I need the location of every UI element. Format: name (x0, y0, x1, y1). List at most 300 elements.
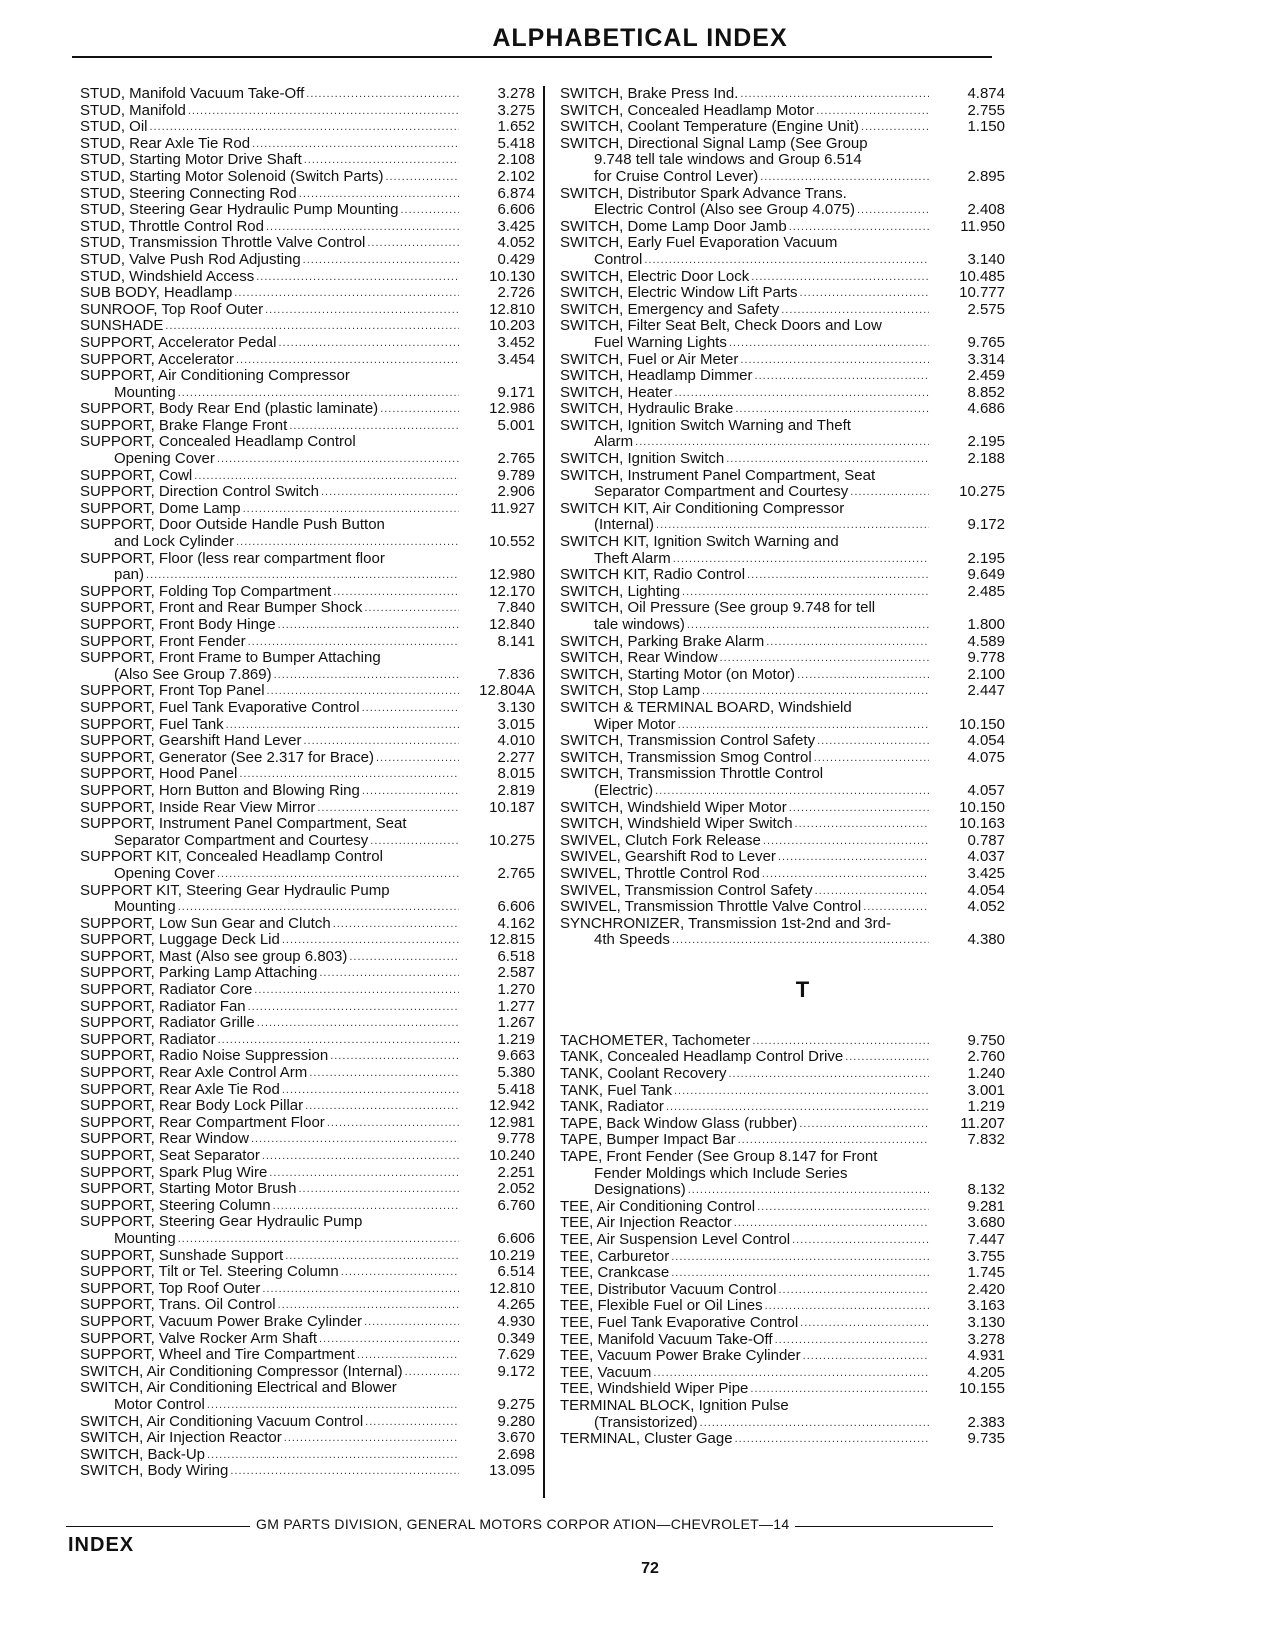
entry-label: Fuel Warning Lights (594, 334, 727, 351)
entry-label: SWITCH, Body Wiring (80, 1463, 229, 1480)
index-entry-line (80, 285, 535, 302)
index-entry-continuation (560, 517, 1005, 534)
dot-leader (799, 1116, 929, 1133)
index-entry-line: SUPPORT, Steering Gear Hydraulic Pump (80, 1213, 363, 1231)
index-entry (560, 418, 1005, 451)
dot-leader (357, 1347, 459, 1364)
index-entry (80, 318, 535, 335)
entry-page-ref: 2.895 (967, 167, 1005, 185)
dot-leader (380, 401, 459, 418)
dot-leader (349, 949, 459, 966)
index-entry-line (80, 269, 535, 286)
entry-label: Electric Control (Also see Group 4.075) (594, 202, 855, 219)
entry-page-ref: 2.587 (497, 964, 535, 982)
entry-label: SUPPORT, Vacuum Power Brake Cylinder (80, 1313, 363, 1330)
index-entry-line (80, 468, 535, 485)
index-entry (560, 1365, 1005, 1382)
dot-leader (165, 318, 459, 335)
index-entry-continuation (80, 1231, 535, 1248)
index-entry-line (80, 103, 535, 120)
dot-leader (207, 1397, 459, 1414)
dot-leader (218, 1032, 459, 1049)
index-entry-line (80, 634, 535, 651)
index-entry-continuation (560, 932, 1005, 949)
entry-label: SUPPORT, Fuel Tank (80, 716, 224, 733)
index-entry-line (80, 949, 535, 966)
dot-leader (845, 1049, 929, 1066)
index-entry-line (80, 352, 535, 369)
entry-label: STUD, Starting Motor Drive Shaft (80, 152, 302, 169)
dot-leader (236, 534, 459, 551)
entry-label: SWITCH, Ignition Switch (560, 451, 725, 468)
dot-leader (217, 866, 459, 883)
entry-page-ref: 2.575 (967, 300, 1005, 318)
dot-leader (700, 1415, 929, 1432)
index-entry-continuation (560, 717, 1005, 734)
entry-page-ref: 3.130 (967, 1313, 1005, 1331)
dot-leader (319, 965, 459, 982)
index-entry-line: SWITCH, Transmission Throttle Control (560, 765, 824, 783)
dot-leader (740, 86, 929, 103)
index-entry (80, 717, 535, 734)
index-entry (560, 86, 1005, 103)
index-entry (80, 1281, 535, 1298)
entry-page-ref: 3.130 (497, 698, 535, 716)
entry-label: SUB BODY, Headlamp (80, 285, 233, 302)
entry-label: SUPPORT, Radiator (80, 1031, 216, 1048)
entry-label: SUPPORT, Tilt or Tel. Steering Column (80, 1264, 339, 1281)
index-entry (560, 750, 1005, 767)
entry-page-ref: 9.649 (967, 566, 1005, 584)
index-entry (80, 1414, 535, 1431)
index-entry-continuation (80, 567, 535, 584)
index-entry (80, 1214, 535, 1247)
entry-page-ref: 4.874 (967, 85, 1005, 102)
entry-label: Mounting (114, 1230, 176, 1247)
entry-label: SWITCH, Air Conditioning Compressor (Internal) (80, 1363, 403, 1380)
index-entry-line (560, 584, 1005, 601)
index-entry-line (560, 1099, 1005, 1116)
index-entry-line (80, 1281, 535, 1298)
entry-label: Opening Cover (114, 451, 215, 468)
entry-label: SUPPORT, Trans. Oil Control (80, 1297, 276, 1314)
index-entry-line (80, 1165, 535, 1182)
index-entry-line (560, 451, 1005, 468)
index-entry (560, 650, 1005, 667)
dot-leader (687, 617, 929, 634)
index-entry (80, 634, 535, 651)
entry-page-ref: 9.275 (497, 1395, 535, 1413)
index-entry (560, 401, 1005, 418)
index-entry-line: SWITCH, Air Conditioning Electrical and Blower (80, 1379, 397, 1397)
dot-leader (671, 1265, 929, 1282)
entry-label: SWIVEL, Gearshift Rod to Lever (560, 849, 776, 866)
dot-leader (262, 1148, 459, 1165)
dot-leader (803, 1348, 929, 1365)
dot-leader (735, 1431, 929, 1448)
index-entry (80, 352, 535, 369)
entry-page-ref: 6.514 (497, 1263, 535, 1281)
index-entry (560, 567, 1005, 584)
dot-leader (655, 783, 929, 800)
index-entry-line: SWITCH KIT, Air Conditioning Compressor (560, 499, 845, 517)
index-entry-line (560, 302, 1005, 319)
index-entry-line: SUPPORT, Air Conditioning Compressor (80, 367, 350, 385)
entry-page-ref: 4.265 (497, 1296, 535, 1314)
entry-label: SWITCH KIT, Radio Control (560, 567, 746, 584)
dot-leader (789, 219, 929, 236)
entry-label: SWITCH, Dome Lamp Door Jamb (560, 218, 787, 235)
dot-leader (239, 766, 459, 783)
index-entry (560, 1066, 1005, 1083)
entry-label: Mounting (114, 899, 176, 916)
dot-leader (760, 169, 929, 186)
index-entry-line (560, 1381, 1005, 1398)
index-entry-line (560, 86, 1005, 103)
entry-label: SWITCH, Electric Window Lift Parts (560, 285, 798, 302)
index-entry-line (560, 401, 1005, 418)
entry-label: TEE, Manifold Vacuum Take-Off (560, 1331, 773, 1348)
index-entry-line (560, 567, 1005, 584)
index-entry-line (80, 169, 535, 186)
index-entry (80, 269, 535, 286)
dot-leader (857, 202, 929, 219)
entry-label: SUPPORT, Rear Axle Tie Rod (80, 1081, 280, 1098)
index-entry (80, 982, 535, 999)
index-entry-continuation (560, 1415, 1005, 1432)
index-entry-line (80, 1131, 535, 1148)
dot-leader (304, 152, 459, 169)
index-entry (80, 600, 535, 617)
index-entry (80, 1115, 535, 1132)
index-entry (560, 534, 1005, 567)
entry-label: TERMINAL, Cluster Gage (560, 1431, 733, 1448)
index-entry (80, 302, 535, 319)
dot-leader (656, 517, 929, 534)
dot-leader (278, 335, 459, 352)
index-entry (560, 1332, 1005, 1349)
entry-page-ref: 1.277 (497, 997, 535, 1015)
entry-page-ref: 4.054 (967, 732, 1005, 750)
dot-leader (734, 1215, 929, 1232)
entry-page-ref: 6.606 (497, 201, 535, 219)
entry-label: Separator Compartment and Courtesy (594, 484, 849, 501)
index-entry (560, 584, 1005, 601)
index-entry-line (560, 733, 1005, 750)
dot-leader (688, 1182, 929, 1199)
entry-label: Motor Control (114, 1396, 205, 1413)
entry-label: SUPPORT, Front and Rear Bumper Shock (80, 600, 363, 617)
entry-label: TEE, Vacuum (560, 1364, 652, 1381)
dot-leader (765, 1298, 929, 1315)
entry-label: SUNSHADE (80, 318, 164, 335)
entry-label: TANK, Fuel Tank (560, 1082, 672, 1099)
dot-leader (317, 800, 459, 817)
dot-leader (150, 119, 460, 136)
entry-page-ref: 0.349 (497, 1329, 535, 1347)
index-entry-line (80, 1364, 535, 1381)
entry-label: STUD, Windshield Access (80, 268, 255, 285)
entry-page-ref: 11.207 (960, 1114, 1005, 1132)
entry-page-ref: 0.787 (967, 831, 1005, 849)
entry-label: SUPPORT, Mast (Also see group 6.803) (80, 948, 348, 965)
dot-leader (405, 1364, 459, 1381)
index-entry (560, 219, 1005, 236)
index-entry-continuation (80, 534, 535, 551)
dot-leader (675, 385, 929, 402)
dot-leader (750, 1381, 929, 1398)
entry-page-ref: 9.765 (967, 333, 1005, 351)
entry-page-ref: 10.777 (959, 284, 1005, 302)
index-entry-line (80, 600, 535, 617)
entry-label: SWITCH, Windshield Wiper Motor (560, 799, 787, 816)
entry-label: TANK, Concealed Headlamp Control Drive (560, 1049, 844, 1066)
entry-page-ref: 10.203 (489, 317, 535, 335)
index-entry-line (80, 982, 535, 999)
index-entry-line (80, 1048, 535, 1065)
index-entry (80, 119, 535, 136)
entry-label: Alarm (594, 434, 634, 451)
entry-page-ref: 2.459 (967, 367, 1005, 385)
entry-page-ref: 10.275 (959, 483, 1005, 501)
entry-page-ref: 3.452 (497, 333, 535, 351)
index-entry (80, 700, 535, 717)
index-entry-line (80, 1430, 535, 1447)
index-entry-line: TERMINAL BLOCK, Ignition Pulse (560, 1396, 789, 1414)
index-entry (80, 783, 535, 800)
dot-leader (282, 932, 459, 949)
entry-page-ref: 3.454 (497, 350, 535, 368)
entry-page-ref: 4.162 (497, 914, 535, 932)
entry-label: TEE, Fuel Tank Evaporative Control (560, 1314, 799, 1331)
dot-leader (400, 202, 459, 219)
dot-leader (146, 567, 459, 584)
entry-page-ref: 3.680 (967, 1214, 1005, 1232)
index-entry (80, 551, 535, 584)
entry-page-ref: 1.267 (497, 1014, 535, 1032)
entry-page-ref: 3.163 (967, 1297, 1005, 1315)
entry-label: Theft Alarm (594, 550, 671, 567)
entry-label: SWITCH, Windshield Wiper Switch (560, 816, 793, 833)
index-entry-line (560, 849, 1005, 866)
index-entry-line (560, 285, 1005, 302)
dot-leader (367, 235, 459, 252)
index-entry-line (80, 1082, 535, 1099)
entry-label: (Also See Group 7.869) (114, 666, 272, 683)
dot-leader (800, 1315, 929, 1332)
index-entry (80, 1347, 535, 1364)
entry-label: SUPPORT, Accelerator Pedal (80, 334, 277, 351)
index-entry (80, 916, 535, 933)
index-entry-continuation (80, 451, 535, 468)
dot-leader (217, 451, 459, 468)
entry-label: SUPPORT, Hood Panel (80, 766, 238, 783)
entry-page-ref: 2.408 (967, 201, 1005, 219)
index-entry-line (560, 1282, 1005, 1299)
index-entry-line (80, 1098, 535, 1115)
dot-leader (666, 1099, 929, 1116)
entry-page-ref: 4.052 (967, 898, 1005, 916)
entry-page-ref: 2.188 (967, 450, 1005, 468)
entry-page-ref: 11.927 (490, 499, 535, 517)
index-entry-line (80, 766, 535, 783)
index-entry-line (80, 1065, 535, 1082)
dot-leader (330, 1048, 459, 1065)
index-entry (80, 932, 535, 949)
index-entry-line: SWITCH, Filter Seat Belt, Check Doors and Low (560, 317, 882, 335)
index-entry (80, 219, 535, 236)
index-entry-line (80, 1148, 535, 1165)
index-entry (80, 1082, 535, 1099)
dot-leader (775, 1332, 929, 1349)
entry-label: SWITCH, Starting Motor (on Motor) (560, 666, 796, 683)
index-entry-line (80, 717, 535, 734)
index-entry (560, 352, 1005, 369)
entry-label: SWITCH, Brake Press Ind. (560, 86, 739, 102)
dot-leader (800, 285, 929, 302)
dot-leader (747, 567, 929, 584)
entry-label: STUD, Steering Gear Hydraulic Pump Mounting (80, 202, 399, 219)
entry-label: TANK, Coolant Recovery (560, 1066, 727, 1083)
entry-label: Mounting (114, 384, 176, 401)
index-entry-line (80, 252, 535, 269)
entry-page-ref: 9.778 (967, 649, 1005, 667)
dot-leader (267, 683, 459, 700)
index-entry-line (80, 86, 535, 103)
dot-leader (735, 401, 929, 418)
index-entry-line (560, 269, 1005, 286)
index-entry-continuation (560, 617, 1005, 634)
entry-label: STUD, Transmission Throttle Valve Control (80, 235, 366, 252)
index-entry (560, 634, 1005, 651)
entry-label: SUPPORT, Inside Rear View Mirror (80, 799, 316, 816)
entry-page-ref: 9.663 (497, 1047, 535, 1065)
entry-label: SWITCH, Heater (560, 384, 673, 401)
entry-label: SUPPORT, Direction Control Switch (80, 484, 319, 501)
index-entry-continuation (80, 667, 535, 684)
entry-page-ref: 2.765 (497, 450, 535, 468)
index-entry-continuation (560, 551, 1005, 568)
index-entry-line (80, 733, 535, 750)
index-entry-line: SWITCH, Early Fuel Evaporation Vacuum (560, 234, 838, 252)
entry-page-ref: 13.095 (489, 1462, 535, 1480)
index-entry (560, 700, 1005, 733)
entry-label: SUNROOF, Top Roof Outer (80, 301, 264, 318)
entry-page-ref: 2.277 (497, 748, 535, 766)
index-entry (560, 1249, 1005, 1266)
entry-label: TEE, Windshield Wiper Pipe (560, 1381, 749, 1398)
dot-leader (178, 385, 459, 402)
index-entry-continuation (560, 434, 1005, 451)
entry-label: SUPPORT, Horn Button and Blowing Ring (80, 782, 360, 799)
index-entry-line (80, 1447, 535, 1464)
index-entry (80, 1015, 535, 1032)
index-entry (80, 136, 535, 153)
index-entry (560, 1381, 1005, 1398)
dot-leader (365, 1414, 459, 1431)
dot-leader (333, 916, 459, 933)
index-entry (560, 800, 1005, 817)
index-entry (560, 368, 1005, 385)
index-entry-line (80, 1331, 535, 1348)
dot-leader (385, 169, 459, 186)
index-entry-line (80, 318, 535, 335)
entry-label: STUD, Rear Axle Tie Rod (80, 135, 251, 152)
index-entry-line (80, 783, 535, 800)
index-entry (80, 252, 535, 269)
index-entry (80, 1463, 535, 1480)
index-entry-line (80, 750, 535, 767)
entry-page-ref: 12.942 (489, 1097, 535, 1115)
entry-label: SWITCH, Air Conditioning Vacuum Control (80, 1413, 364, 1430)
index-entry-line (80, 1198, 535, 1215)
entry-label: SWITCH, Parking Brake Alarm (560, 633, 765, 650)
index-entry (560, 119, 1005, 136)
entry-label: SUPPORT, Rear Window (80, 1131, 249, 1148)
dot-leader (234, 285, 459, 302)
index-entry (560, 318, 1005, 351)
dot-leader (861, 119, 929, 136)
entry-label: SUPPORT, Dome Lamp (80, 500, 241, 517)
dot-leader (309, 1065, 459, 1082)
index-entry-line (80, 484, 535, 501)
index-entry (560, 501, 1005, 534)
index-entry-line (560, 1365, 1005, 1382)
entry-label: pan) (114, 567, 145, 584)
index-entry (560, 816, 1005, 833)
entry-label: SUPPORT, Generator (See 2.317 for Brace) (80, 749, 375, 766)
index-entry-line (560, 119, 1005, 136)
index-entry (80, 169, 535, 186)
dot-leader (321, 484, 459, 501)
index-entry-continuation (80, 385, 535, 402)
entry-label: (Transistorized) (594, 1414, 698, 1431)
entry-label: SUPPORT, Brake Flange Front (80, 417, 288, 434)
entry-page-ref: 10.163 (959, 815, 1005, 833)
dot-leader (362, 783, 459, 800)
index-entry-line (80, 999, 535, 1016)
entry-page-ref: 10.187 (489, 798, 535, 816)
index-entry (80, 434, 535, 467)
index-entry (80, 617, 535, 634)
entry-label: SUPPORT, Steering Column (80, 1197, 271, 1214)
entry-label: SUPPORT, Starting Motor Brush (80, 1181, 297, 1198)
index-entry-continuation (560, 1182, 1005, 1199)
index-entry (560, 1315, 1005, 1332)
entry-page-ref: 3.425 (497, 217, 535, 235)
index-entry-line (80, 136, 535, 153)
index-entry (560, 1049, 1005, 1066)
index-entry-line: SUPPORT, Floor (less rear compartment floor (80, 549, 385, 567)
entry-page-ref: 4.686 (967, 400, 1005, 418)
index-entry (80, 401, 535, 418)
entry-page-ref: 4.057 (967, 781, 1005, 799)
index-entry-line: SWITCH & TERMINAL BOARD, Windshield (560, 698, 852, 716)
entry-page-ref: 5.001 (497, 416, 535, 434)
index-entry-line (560, 800, 1005, 817)
index-group-s (560, 86, 1005, 949)
entry-label: (Electric) (594, 782, 654, 799)
index-entry-line (560, 899, 1005, 916)
index-entry (80, 733, 535, 750)
entry-page-ref: 3.015 (497, 715, 535, 733)
entry-page-ref: 3.275 (497, 101, 535, 119)
entry-page-ref: 2.052 (497, 1180, 535, 1198)
index-entry-continuation (80, 899, 535, 916)
index-entry-line (80, 1181, 535, 1198)
dot-leader (278, 617, 459, 634)
index-entry (80, 1198, 535, 1215)
